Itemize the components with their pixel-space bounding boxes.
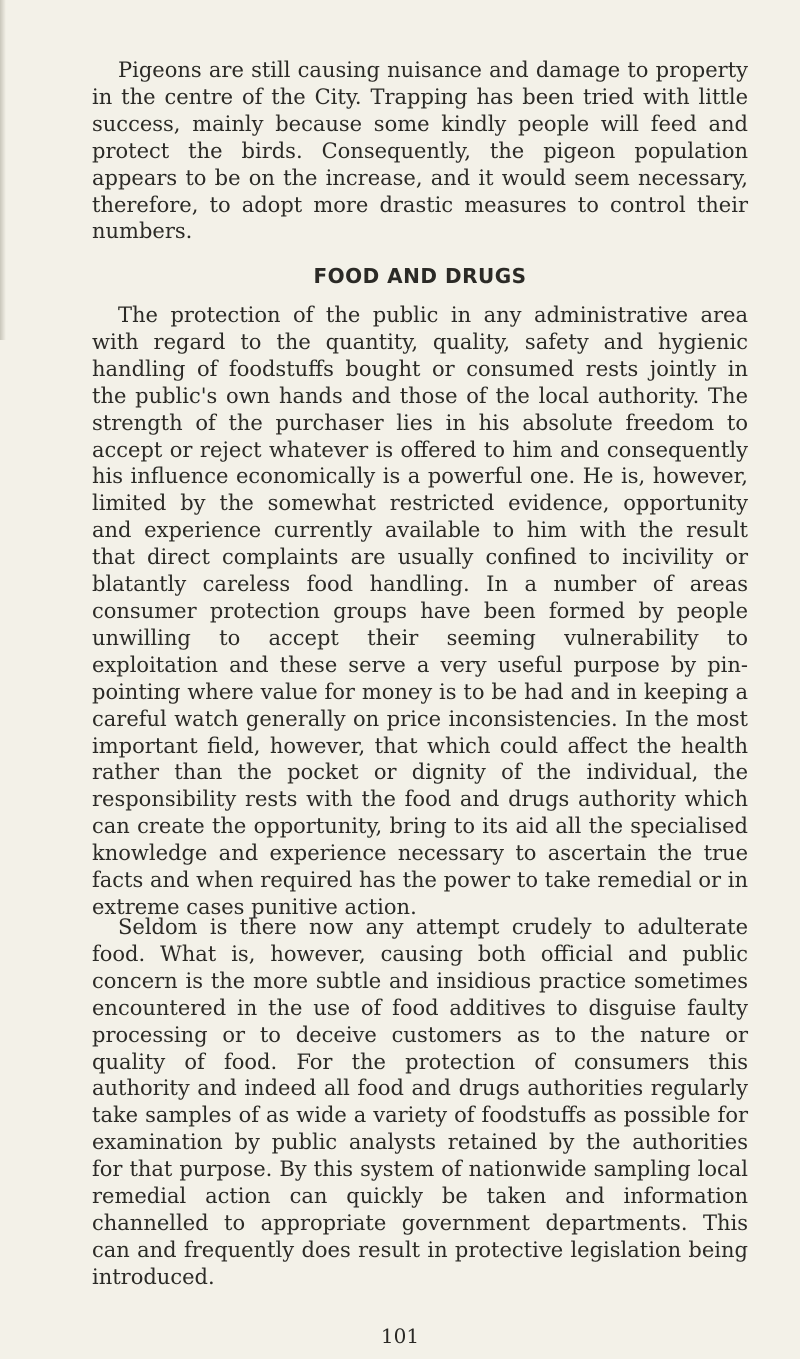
section-heading: FOOD AND DRUGS: [313, 264, 527, 288]
paragraph-pigeons: Pigeons are still causing nuisance and damage to property in the centre of the City. Trapping has been tried with little success, mainly because some kindly people will feed and protect the birds. Consequently, the pigeon population appears to be on the increase, and it would seem necessary, therefore, to adopt more drastic measures to control their numbers.: [92, 58, 748, 244]
page-edge-shadow: [0, 0, 6, 340]
paragraph-food-additives: Seldom is there now any attempt crudely to adulterate food. What is, however, causing both official and public concern is the more subtle and insidious practice sometimes encountered in the use of food additives to disguise faulty processing or to deceive customers as to the nature or quality of food. For the protection of consumers this authority and indeed all food and drugs authorities regularly take samples of as wide a variety of foodstuffs as possible for examination by public analysts retained by the authorities for that purpose. By this system of nationwide sampling local remedial action can quickly be taken and information channelled to appropriate government departments. This can and frequently does result in protective legislation being introduced.: [92, 915, 748, 1289]
paragraph-public-protection: The protection of the public in any administrative area with regard to the quantity, quality, safety and hygienic handling of foodstuffs bought or consumed rests jointly in the public's own hands and those of the local authority. The strength of the purchaser lies in his absolute freedom to accept or reject whatever is offered to him and consequently his influence economically is a powerful one. He is, however, limited by the somewhat restricted evidence, opportunity and experience currently available to him with the result that direct complaints are usually confined to incivility or blatantly careless food handling. In a number of areas consumer protection groups have been formed by people unwilling to accept their seeming vulnerability to exploitation and these serve a very useful purpose by pin-pointing where value for money is to be had and in keeping a careful watch generally on price inconsistencies. In the most important field, however, that which could affect the health rather than the pocket or dignity of the individual, the responsibility rests with the food and drugs authority which can create the opportunity, bring to its aid all the specialised knowledge and experience necessary to ascertain the true facts and when required has the power to take remedial or in extreme cases punitive action.: [92, 303, 748, 919]
page-number: 101: [380, 1324, 420, 1348]
